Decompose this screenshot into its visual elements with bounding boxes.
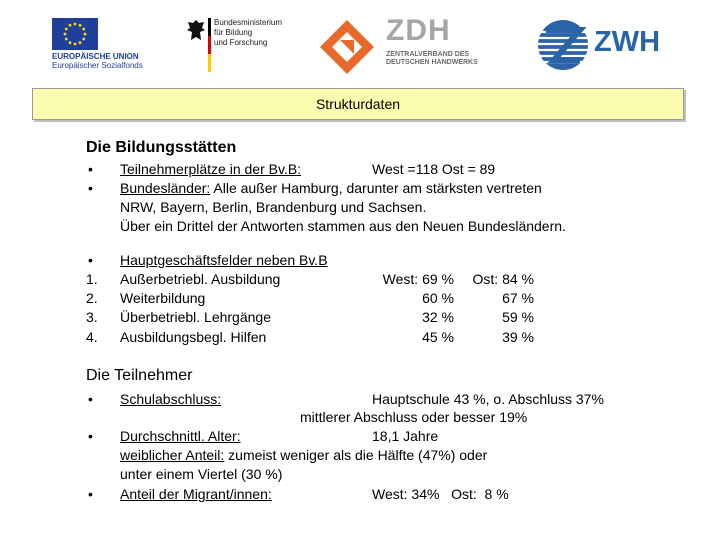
german-flag-bar	[208, 18, 211, 72]
schulabschluss-label: Schulabschluss:	[120, 391, 222, 407]
alter-value: 18,1 Jahre	[372, 428, 439, 444]
eu-line1: EUROPÄISCHE UNION	[52, 52, 139, 61]
bullet: •	[88, 252, 93, 268]
eu-line2: Europäischer Sozialfonds	[52, 61, 143, 70]
list-item-ost: 39 %	[502, 329, 534, 345]
list-item-name: Überbetriebl. Lehrgänge	[120, 309, 271, 325]
list-item-west: 60 %	[422, 290, 454, 306]
bullet: •	[88, 180, 93, 196]
list-item-name: Ausbildungsbegl. Hilfen	[120, 329, 267, 345]
list-item-number: 2.	[86, 290, 98, 306]
weiblich-line1	[120, 446, 487, 465]
list-item-west: West: 69 %	[382, 271, 454, 287]
list-item-ost: 67 %	[502, 290, 534, 306]
bullet: •	[88, 161, 93, 177]
weiblich-label: weiblicher Anteil:	[120, 447, 225, 463]
fields-label: Hauptgeschäftsfelder neben Bv.B	[120, 252, 328, 268]
bmbf-line3: und Forschung	[214, 38, 268, 47]
list-item-number: 4.	[86, 329, 98, 345]
zdh-logo-icon	[318, 18, 376, 76]
schulabschluss-value2: mittlerer Abschluss oder besser 19%	[300, 409, 528, 425]
bundeslaender-line3: Über ein Drittel der Antworten stammen aus den Neuen Bundesländern.	[120, 218, 566, 234]
bundeslaender-line1	[120, 179, 542, 198]
list-item-west: 45 %	[422, 329, 454, 345]
teilnehmerplaetze-value: West =118 Ost = 89	[372, 161, 496, 177]
alter-label: Durchschnittl. Alter:	[120, 428, 241, 444]
page-title: Strukturdaten	[315, 96, 401, 112]
bullet: •	[88, 486, 93, 502]
bullet: •	[88, 391, 93, 407]
section-heading-teilnehmer: Die Teilnehmer	[86, 367, 193, 384]
list-item-number: 3.	[86, 309, 98, 325]
zdh-line2: DEUTSCHEN HANDWERKS	[386, 59, 478, 66]
migranten-label: Anteil der Migrant/innen:	[120, 486, 272, 502]
list-item-number: 1.	[86, 271, 98, 287]
zwh-logo-icon	[536, 18, 590, 72]
list-item-name: Weiterbildung	[120, 290, 206, 306]
list-item-ost: Ost: 84 %	[472, 271, 534, 287]
section-heading-bildungsstaetten: Die Bildungsstätten	[86, 139, 237, 156]
zwh-title: ZWH	[594, 26, 661, 58]
title-bar	[32, 88, 684, 120]
schulabschluss-value1: Hauptschule 43 %, o. Abschluss 37%	[372, 391, 604, 407]
list-item-west: 32 %	[422, 309, 454, 325]
teilnehmerplaetze-label: Teilnehmerplätze in der Bv.B:	[120, 161, 302, 177]
bundeslaender-line2: NRW, Bayern, Berlin, Brandenburg und Sachsen.	[120, 199, 427, 215]
eu-logo-text	[52, 52, 143, 70]
bmbf-line2: für Bildung	[214, 28, 253, 37]
bullet: •	[88, 428, 93, 444]
weiblich-value2: unter einem Viertel (30 %)	[120, 466, 283, 482]
bmbf-line1: Bundesministerium	[214, 18, 283, 27]
zdh-line1: ZENTRALVERBAND DES	[386, 51, 470, 58]
bundeslaender-text1: Alle außer Hamburg, darunter am stärksten vertreten	[210, 180, 542, 196]
migranten-value: West: 34% Ost: 8 %	[372, 486, 509, 502]
weiblich-value1: zumeist weniger als die Hälfte (47%) oder	[224, 447, 488, 463]
zdh-subtitle	[386, 51, 478, 67]
zdh-title: ZDH	[386, 14, 451, 47]
bundeslaender-label: Bundesländer:	[120, 180, 211, 196]
bmbf-logo-text	[214, 18, 282, 48]
list-item-ost: 59 %	[502, 309, 534, 325]
list-item-name: Außerbetriebl. Ausbildung	[120, 271, 281, 287]
eu-flag-logo	[52, 18, 98, 50]
eagle-icon	[186, 18, 206, 44]
